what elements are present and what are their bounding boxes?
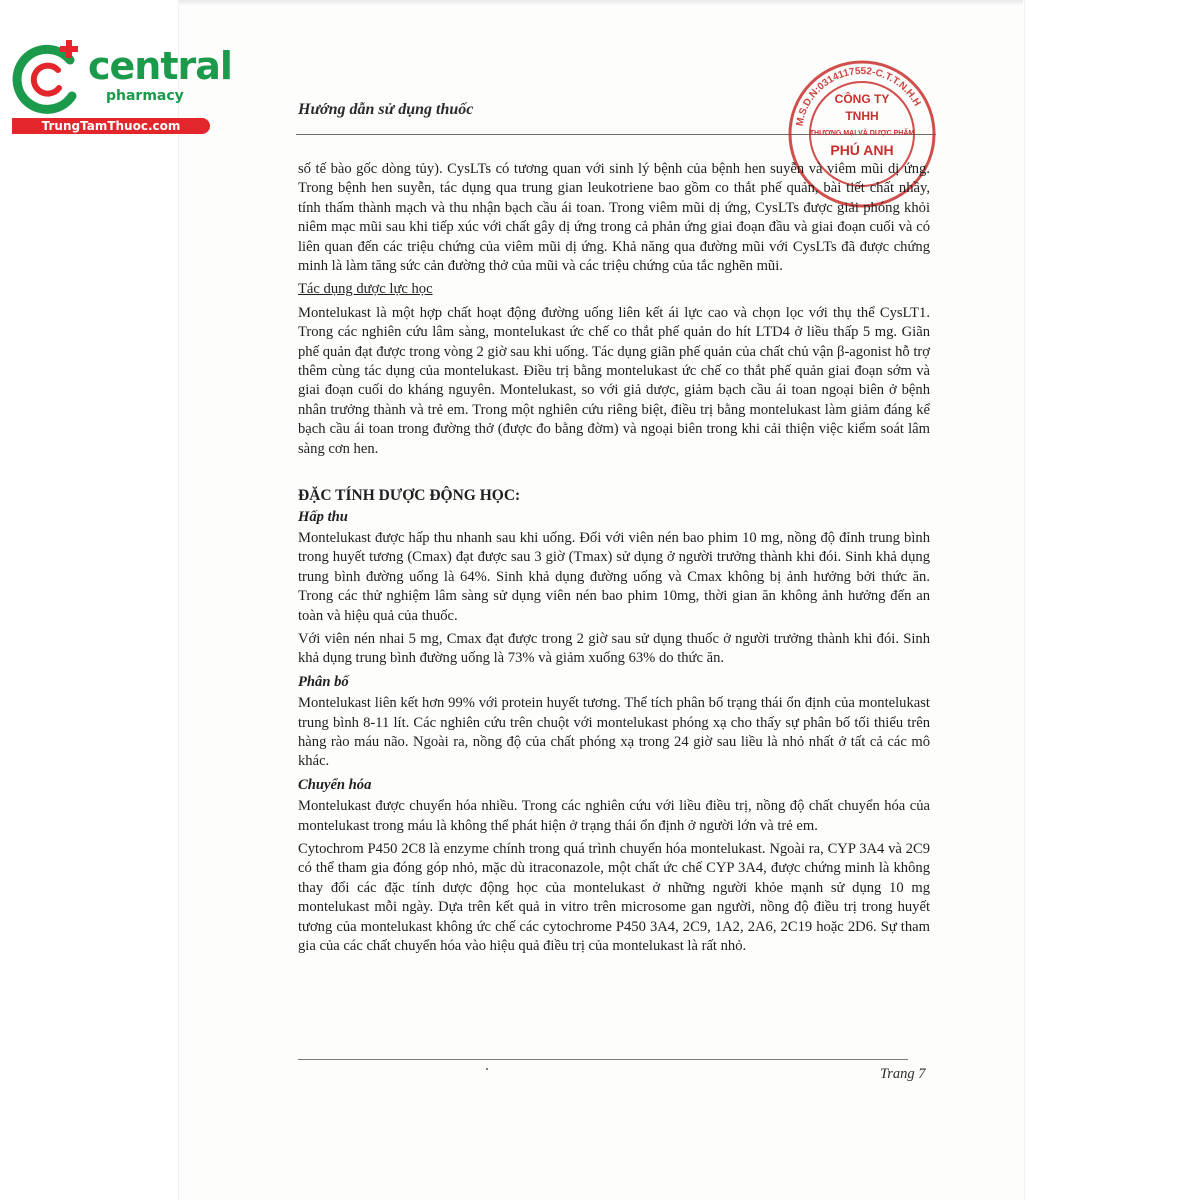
page-number: Trang 7	[880, 1066, 926, 1082]
metabolism-heading: Chuyển hóa	[298, 776, 372, 793]
paragraph-pharmacodynamics: Montelukast là một hợp chất hoạt động đường uống liên kết ái lực cao và chọn lọc với thụ thể CysLT1. Trong các nghiên cứu lâm sàng, montelukast ức chế co thắt phế quản do hít LTD4 ở liều thấp 5 mg. Giãn phế quản đạt được trong vòng 2 giờ sau khi uống. Tác dụng giãn phế quản của chất chủ vận β-agonist hỗ trợ thêm cùng tác dụng của montelukast. Điều trị bằng montelukast ức chế co thắt phế quản giai đoạn sớm và giai đoạn cuối do kháng nguyên. Montelukast, so với giả dược, giảm bạch cầu ái toan ngoại biên ở bệnh nhân trưởng thành và trẻ em. Trong một nghiên cứu riêng biệt, điều trị bằng montelukast làm giảm đáng kể bạch cầu ái toan trong đường thở (được đo bằng đờm) và ngoại biên trong khi cải thiện việc kiểm soát lâm sàng cơn hen.	[298, 304, 930, 457]
stamp-line-3: THƯƠNG MẠI VÀ DƯỢC PHẨM	[809, 130, 915, 137]
stamp-ring-text: M.S.D.N:0314117552-C.T.T.N.H.H	[794, 65, 923, 128]
paragraph-cyslts: số tế bào gốc dòng tủy). CysLTs có tương quan với sinh lý bệnh của bệnh hen suyễn và viêm mũi dị ứng. Trong bệnh hen suyễn, tác dụng qua trung gian leukotriene bao gồm co thắt phế quản, bài tiết chất nhầy, tính thấm thành mạch và thu nhận bạch cầu ái toan. Trong viêm mũi dị ứng, CysLTs được giải phóng khỏi niêm mạc mũi sau khi tiếp xúc với chất gây dị ứng trong cả phản ứng giai đoạn đầu và giai đoạn cuối và có liên quan đến các triệu chứng của viêm mũi dị ứng. Khả năng qua đường mũi với CysLTs đã được chứng minh là làm tăng sức cản đường thở của mũi và các triệu chứng của tắc nghẽn mũi.	[298, 161, 930, 275]
pharmacy-cross-icon	[12, 38, 88, 118]
paragraph-metabolism-1: Montelukast được chuyển hóa nhiều. Trong các nghiên cứu với liều điều trị, nồng độ chất chuyển hóa của montelukast trong máu là không thể phát hiện ở trạng thái ổn định ở người lớn và trẻ em.	[298, 798, 930, 834]
paragraph-absorption-1: Montelukast được hấp thu nhanh sau khi uống. Đối với viên nén bao phim 10 mg, nồng độ đỉnh trung bình trong huyết tương (Cmax) đạt được sau 3 giờ (Tmax) sử dụng ở người trưởng thành khi đói. Sinh khả dụng trung bình đường uống là 64%. Sinh khả dụng đường uống và Cmax không bị ảnh hưởng bởi thức ăn. Trong các thử nghiệm lâm sàng sử dụng viên nén bao phim 10mg, thời gian ăn không ảnh hưởng đến an toàn và hiệu quả của thuốc.	[298, 529, 930, 624]
document-body	[298, 160, 930, 956]
stamp-line-2: TNHH	[845, 109, 879, 123]
brand-url[interactable]: TrungTamThuoc.com	[12, 118, 210, 134]
brand-name: central	[88, 44, 232, 88]
paragraph-metabolism-2: Cytochrom P450 2C8 là enzyme chính trong quá trình chuyển hóa montelukast. Ngoài ra, CYP 3A4 và 2C9 có thể tham gia đóng góp nhỏ, mặc dù itraconazole, một chất ức chế CYP 3A4, được chứng minh là không thay đổi các đặc tính dược động học của montelukast ở những người khỏe mạnh sử dụng 10 mg montelukast mỗi ngày. Dựa trên kết quả in vitro trên microsome gan người, nồng độ điều trị trong huyết tương của montelukast không ức chế các cytochrome P450 3A4, 2C9, 1A2, 2A6, 2C19 hoặc 2D6. Sự tham gia của các chất chuyển hóa vào hiệu quả điều trị của montelukast là rất nhỏ.	[298, 841, 930, 955]
pharmacokinetics-heading: ĐẶC TÍNH DƯỢC ĐỘNG HỌC:	[298, 487, 521, 505]
paragraph-distribution: Montelukast liên kết hơn 99% với protein huyết tương. Thể tích phân bố trạng thái ổn định của montelukast trung bình 8-11 lít. Các nghiên cứu trên chuột với montelukast phóng xạ cho thấy sự phân bố tối thiểu trên hàng rào máu não. Ngoài ra, nồng độ của chất phóng xạ trong 24 giờ sau liều là nhỏ nhất ở tất cả các mô khác.	[298, 695, 930, 770]
footer-mark	[486, 1068, 488, 1070]
paragraph-absorption-2: Với viên nén nhai 5 mg, Cmax đạt được trong 2 giờ sau sử dụng thuốc ở người trưởng thành khi đói. Sinh khả dụng trung bình đường uống là 73% và giảm xuống 63% do thức ăn.	[298, 630, 930, 667]
page-title: Hướng dẫn sử dụng thuốc	[298, 101, 474, 118]
brand-subtitle: pharmacy	[106, 88, 184, 104]
page-edge	[178, 0, 1023, 6]
footer-divider	[298, 1059, 908, 1060]
distribution-heading: Phân bố	[298, 673, 349, 690]
pharmacodynamics-heading: Tác dụng dược lực học	[298, 281, 433, 298]
stamp-line-1: CÔNG TY	[834, 92, 890, 106]
absorption-heading: Hấp thu	[298, 508, 348, 525]
central-pharmacy-logo[interactable]	[12, 38, 232, 138]
stamp-line-4: PHÚ ANH	[830, 142, 894, 158]
